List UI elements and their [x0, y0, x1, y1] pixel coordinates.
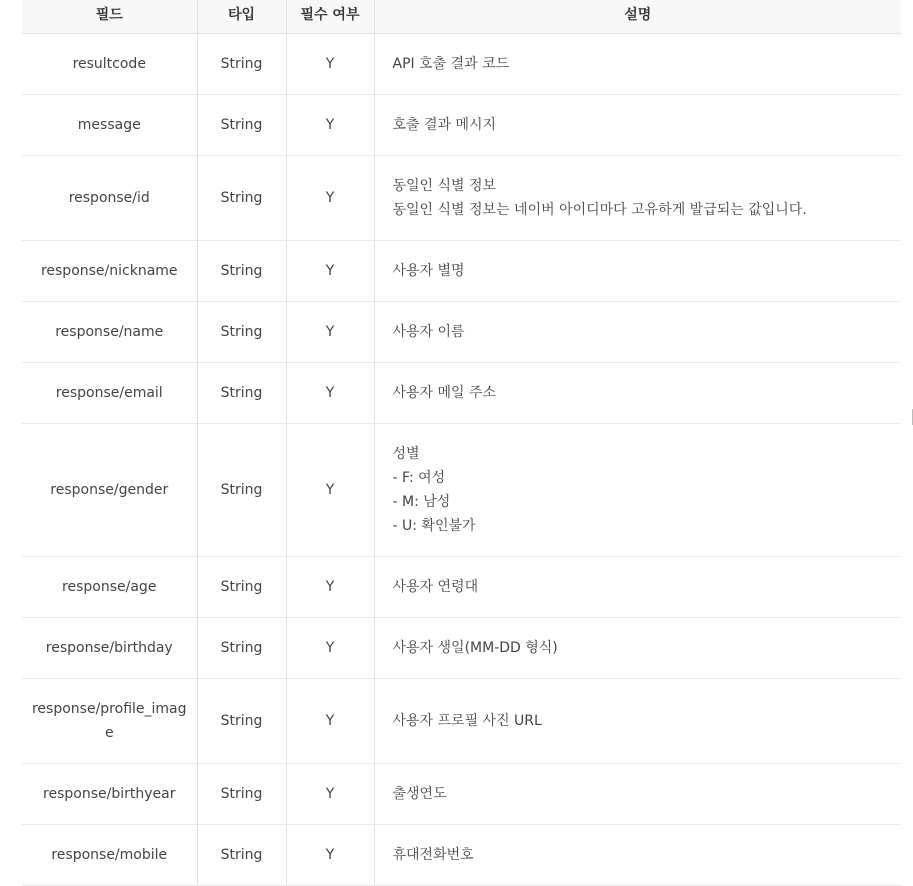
table-header-row: [22, 0, 901, 34]
cell-field-name: response/email: [22, 363, 197, 424]
cell-description: [374, 241, 901, 302]
cell-type: String: [197, 302, 286, 363]
cell-field-name: resultcode: [22, 34, 197, 95]
cell-description: [374, 156, 901, 241]
cell-description: [374, 679, 901, 764]
header-type: 타입: [197, 0, 286, 34]
cell-description: [374, 618, 901, 679]
api-response-table-container: [22, 0, 901, 886]
header-required: 필수 여부: [286, 0, 374, 34]
api-response-fields-table: [22, 0, 901, 886]
cell-field-name: response/id: [22, 156, 197, 241]
header-field: 필드: [22, 0, 197, 34]
cell-field-name: response/name: [22, 302, 197, 363]
table-row: [22, 557, 901, 618]
description-line: - U: 확인불가: [392, 518, 476, 534]
table-body: [22, 34, 901, 886]
cell-required: Y: [286, 34, 374, 95]
table-row: [22, 95, 901, 156]
cell-type: String: [197, 95, 286, 156]
cell-required: Y: [286, 95, 374, 156]
description-line: 출생연도: [392, 786, 447, 802]
cell-required: Y: [286, 363, 374, 424]
table-row: [22, 424, 901, 557]
table-row: [22, 363, 901, 424]
cell-description: [374, 302, 901, 363]
table-row: [22, 679, 901, 764]
cell-required: Y: [286, 424, 374, 557]
table-row: [22, 825, 901, 886]
cell-description: [374, 363, 901, 424]
description-line: 휴대전화번호: [392, 847, 474, 863]
table-row: [22, 302, 901, 363]
description-line: 동일인 식별 정보: [392, 178, 497, 194]
header-description: 설명: [374, 0, 901, 34]
cell-required: Y: [286, 302, 374, 363]
description-line: API 호출 결과 코드: [392, 56, 510, 72]
cell-type: String: [197, 424, 286, 557]
table-row: [22, 34, 901, 95]
cell-field-name: response/gender: [22, 424, 197, 557]
cell-field-name: message: [22, 95, 197, 156]
cell-type: String: [197, 557, 286, 618]
cell-field-name: response/birthyear: [22, 764, 197, 825]
cell-description: [374, 557, 901, 618]
description-line: 사용자 이름: [392, 324, 465, 340]
table-row: [22, 764, 901, 825]
cell-field-name: response/birthday: [22, 618, 197, 679]
cell-required: Y: [286, 557, 374, 618]
cell-required: Y: [286, 618, 374, 679]
description-line: 사용자 메일 주소: [392, 385, 497, 401]
cell-description: [374, 424, 901, 557]
cell-type: String: [197, 363, 286, 424]
cell-required: Y: [286, 825, 374, 886]
description-line: 사용자 프로필 사진 URL: [392, 713, 542, 729]
cell-type: String: [197, 825, 286, 886]
description-line: 사용자 연령대: [392, 579, 479, 595]
cell-description: [374, 95, 901, 156]
cell-field-name: response/profile_image: [22, 679, 197, 764]
cell-type: String: [197, 618, 286, 679]
cell-description: [374, 825, 901, 886]
table-row: [22, 156, 901, 241]
description-line: 호출 결과 메시지: [392, 117, 497, 133]
description-line: 사용자 별명: [392, 263, 465, 279]
description-line: 사용자 생일(MM-DD 형식): [392, 640, 558, 656]
table-row: [22, 241, 901, 302]
cell-type: String: [197, 156, 286, 241]
cell-required: Y: [286, 241, 374, 302]
cell-field-name: response/nickname: [22, 241, 197, 302]
cell-required: Y: [286, 764, 374, 825]
cell-field-name: response/age: [22, 557, 197, 618]
cell-type: String: [197, 241, 286, 302]
description-line: - F: 여성: [392, 470, 446, 486]
table-row: [22, 618, 901, 679]
cell-type: String: [197, 764, 286, 825]
cell-field-name: response/mobile: [22, 825, 197, 886]
cell-required: Y: [286, 679, 374, 764]
description-line: 성별: [392, 446, 420, 462]
cell-description: [374, 34, 901, 95]
cell-type: String: [197, 679, 286, 764]
cell-description: [374, 764, 901, 825]
description-line: - M: 남성: [392, 494, 451, 510]
description-line: 동일인 식별 정보는 네이버 아이디마다 고유하게 발급되는 값입니다.: [392, 202, 807, 218]
cell-type: String: [197, 34, 286, 95]
cell-required: Y: [286, 156, 374, 241]
